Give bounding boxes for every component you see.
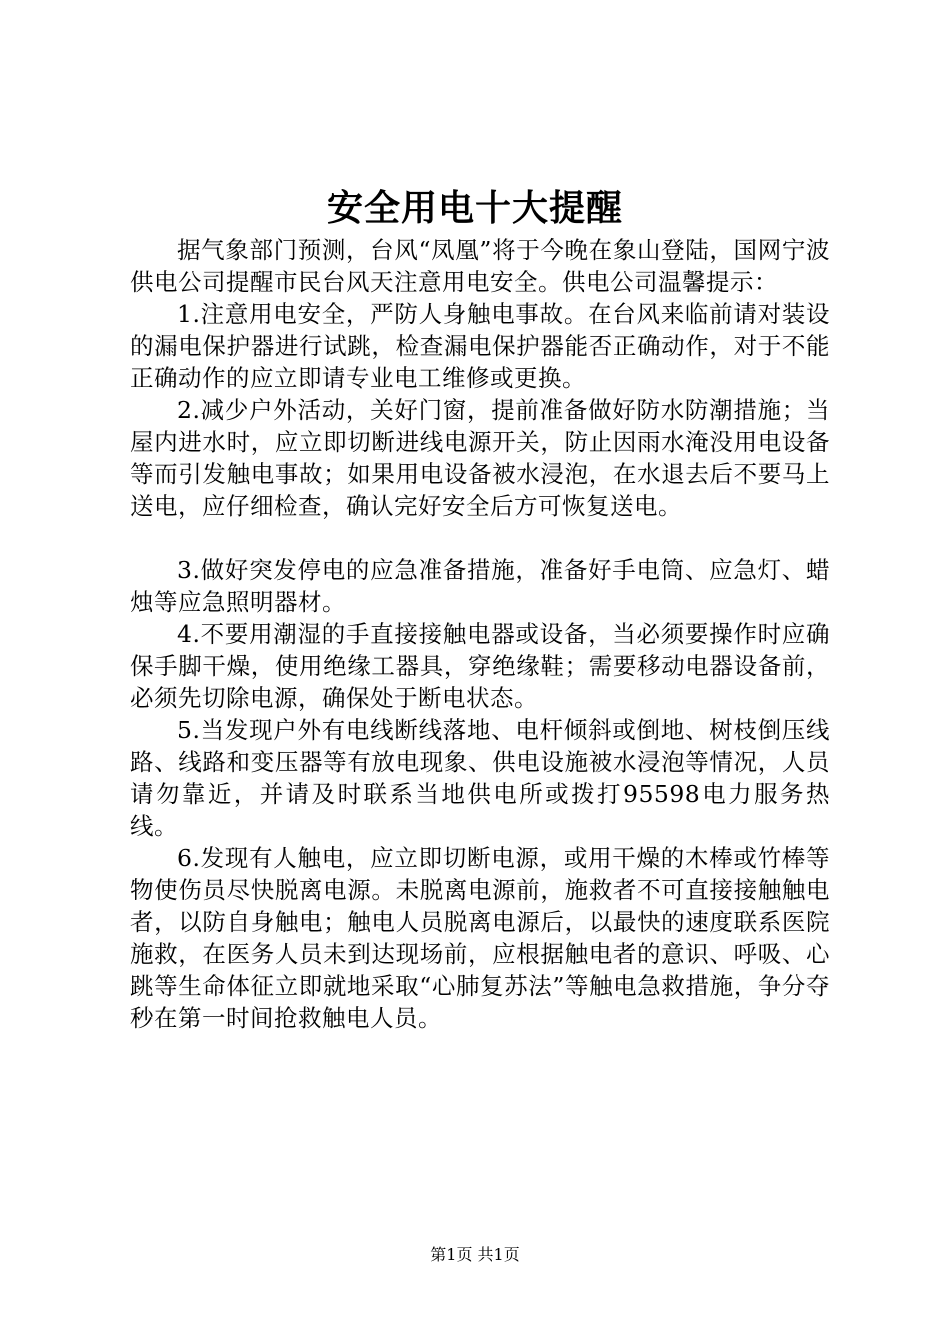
tip-paragraph-5: 5.当发现户外有电线断线落地、电杆倾斜或倒地、树枝倒压线路、线路和变压器等有放电现象、供电设施被水浸泡等情况，人员请勿靠近，并请及时联系当地供电所或拨打95598电力服务热线。 xyxy=(130,716,830,840)
tip-paragraph-4: 4.不要用潮湿的手直接接触电器或设备，当必须要操作时应确保手脚干燥，使用绝缘工器具，穿绝缘鞋；需要移动电器设备前，必须先切除电源，确保处于断电状态。 xyxy=(130,620,830,712)
document-title: 安全用电十大提醒 xyxy=(326,187,623,229)
page-number-footer: 第1页 共1页 xyxy=(430,1245,520,1264)
tip-paragraph-1: 1.注意用电安全，严防人身触电事故。在台风来临前请对装设的漏电保护器进行试跳，检查漏电保护器能否正确动作，对于不能正确动作的应立即请专业电工维修或更换。 xyxy=(130,300,830,392)
document-body xyxy=(130,234,830,1034)
tip-paragraph-2: 2.减少户外活动，关好门窗，提前准备做好防水防潮措施；当屋内进水时，应立即切断进线电源开关，防止因雨水淹没用电设备等而引发触电事故；如果用电设备被水浸泡，在水退去后不要马上送电，应仔细检查，确认完好安全后方可恢复送电。 xyxy=(130,396,830,520)
tip-paragraph-3: 3.做好突发停电的应急准备措施，准备好手电筒、应急灯、蜡烛等应急照明器材。 xyxy=(130,556,830,616)
intro-paragraph: 据气象部门预测，台风“凤凰”将于今晚在象山登陆，国网宁波供电公司提醒市民台风天注意用电安全。供电公司温馨提示： xyxy=(130,236,830,296)
tip-paragraph-6: 6.发现有人触电，应立即切断电源，或用干燥的木棒或竹棒等物使伤员尽快脱离电源。未脱离电源前，施救者不可直接接触触电者，以防自身触电；触电人员脱离电源后，以最快的速度联系医院施救，在医务人员未到达现场前，应根据触电者的意识、呼吸、心跳等生命体征立即就地采取“心肺复苏法”等触电急救措施，争分夺秒在第一时间抢救触电人员。 xyxy=(130,844,830,1032)
